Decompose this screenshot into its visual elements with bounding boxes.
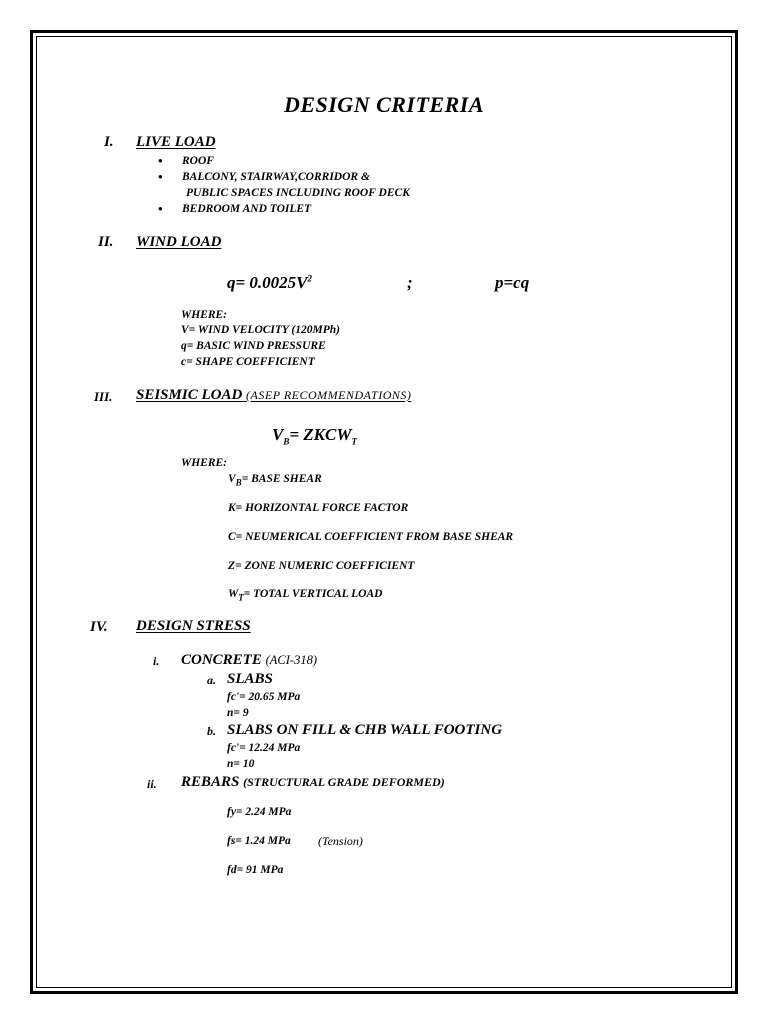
section-wind-title: WIND LOAD	[136, 234, 222, 250]
fill-fc: fc'= 12.24 MPa	[227, 742, 301, 754]
slabs-number: a.	[207, 673, 216, 687]
seismic-def-z: Z= ZONE NUMERIC COEFFICIENT	[228, 560, 415, 572]
slabs-n: n= 9	[227, 707, 249, 719]
live-bullet-balcony: BALCONY, STAIRWAY,CORRIDOR &	[182, 171, 370, 183]
concrete-title: CONCRETE (ACI-318)	[181, 652, 317, 668]
section-live-number: I.	[104, 134, 114, 150]
section-stress-number: IV.	[90, 619, 108, 635]
section-seismic-number: III.	[94, 389, 113, 404]
rebars-note: (STRUCTURAL GRADE DEFORMED)	[243, 775, 445, 789]
wind-formula-p: p=cq	[495, 273, 530, 292]
rebars-fs-note: (Tension)	[318, 834, 363, 848]
wind-def-c: c= SHAPE COEFFICIENT	[181, 356, 315, 368]
seismic-note: (ASEP RECOMMENDATIONS)	[246, 388, 412, 402]
seismic-def-wt: $W_T=$ TOTAL VERTICAL LOAD	[228, 588, 383, 603]
page-title: DESIGN CRITERIA	[283, 92, 485, 117]
bullet-icon: •	[158, 201, 163, 216]
bullet-icon: •	[158, 153, 163, 168]
wind-formula-q: $q= 0.0025V^2$	[227, 273, 313, 292]
seismic-def-vb: $V_B=$ BASE SHEAR	[228, 473, 322, 488]
concrete-number: i.	[153, 654, 160, 668]
fill-number: b.	[207, 724, 216, 738]
live-bullet-roof: ROOF	[182, 155, 214, 167]
concrete-note: (ACI-318)	[265, 653, 317, 667]
slabs-fc: fc'= 20.65 MPa	[227, 691, 301, 703]
seismic-formula: $V_B=$ $ZKCW_T$	[272, 425, 357, 447]
section-wind-number: II.	[98, 234, 114, 250]
section-live-title: LIVE LOAD	[136, 134, 216, 150]
seismic-def-c: C= NEUMERICAL COEFFICIENT FROM BASE SHEAR	[228, 531, 514, 543]
rebars-fd: fd= 91 MPa	[227, 864, 284, 876]
slabs-title: SLABS	[227, 671, 273, 687]
wind-def-v: V= WIND VELOCITY (120MPh)	[181, 324, 340, 336]
rebars-fy: fy= 2.24 MPa	[227, 806, 292, 818]
section-stress-title: DESIGN STRESS	[136, 618, 251, 634]
bullet-icon: •	[158, 169, 163, 184]
live-bullet-public: PUBLIC SPACES INCLUDING ROOF DECK	[186, 187, 410, 199]
wind-where-label: WHERE:	[181, 309, 228, 321]
rebars-number: ii.	[147, 777, 157, 791]
wind-def-q: q= BASIC WIND PRESSURE	[181, 340, 326, 352]
seismic-def-k: K= HORIZONTAL FORCE FACTOR	[228, 502, 409, 514]
section-seismic-title: SEISMIC LOAD (ASEP RECOMMENDATIONS)	[136, 387, 412, 403]
fill-title: SLABS ON FILL & CHB WALL FOOTING	[227, 722, 503, 738]
fill-n: n= 10	[227, 758, 255, 770]
wind-formula-separator: ;	[407, 273, 413, 292]
live-bullet-bedroom: BEDROOM AND TOILET	[182, 203, 312, 215]
rebars-title: REBARS (STRUCTURAL GRADE DEFORMED)	[181, 774, 445, 790]
rebars-fs: fs= 1.24 MPa	[227, 835, 291, 847]
seismic-where-label: WHERE:	[181, 457, 228, 469]
